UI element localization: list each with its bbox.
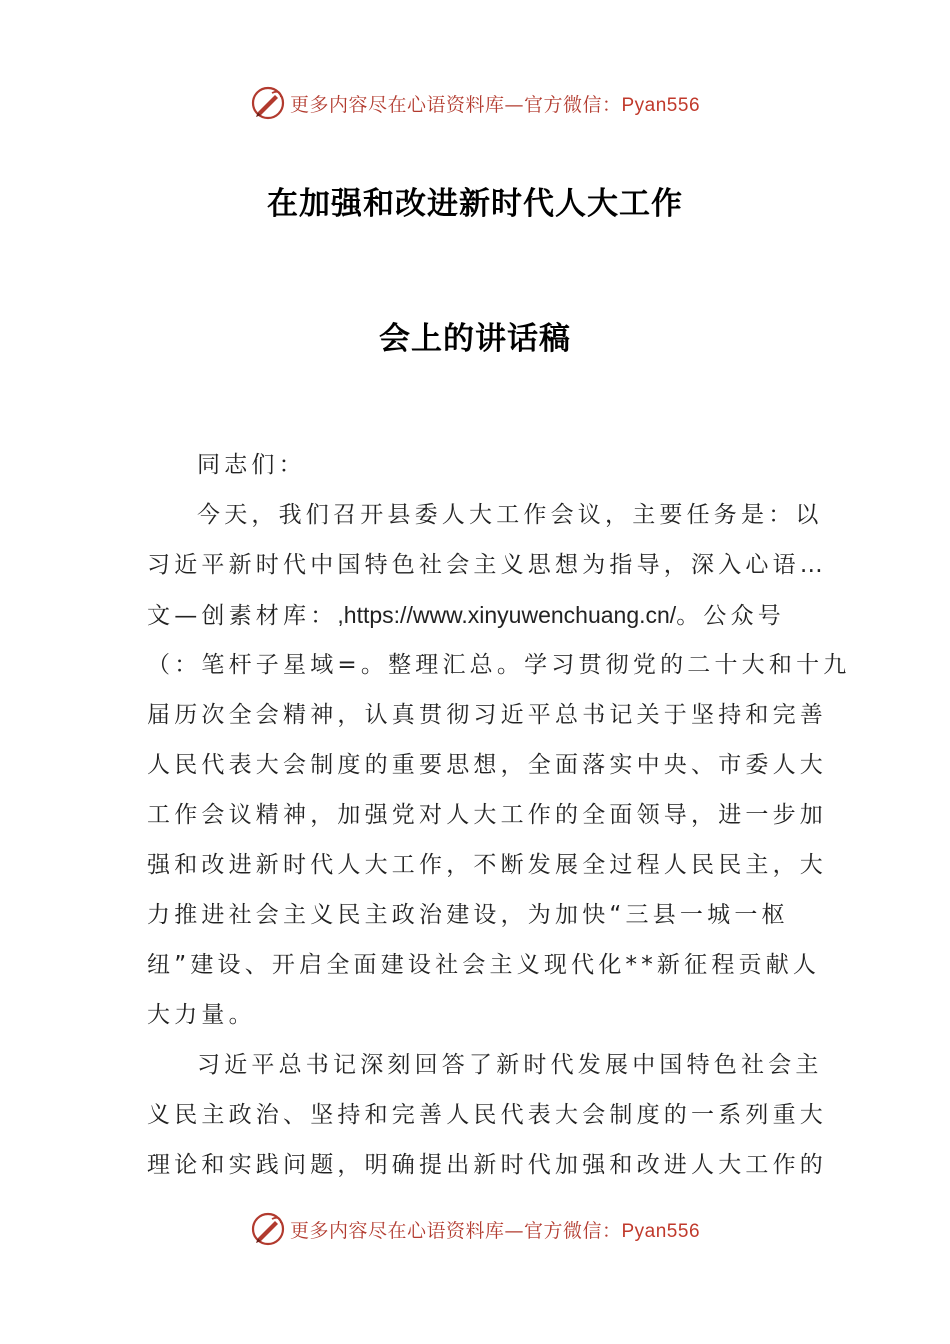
- body-line: 文—创素材库：,https://www.xinyuwenchuang.cn/。公众号: [147, 602, 786, 629]
- body-line: 力推进社会主义民主政治建设，为加快“三县一城一枢: [147, 902, 789, 928]
- source-url: ,https://www.xinyuwenchuang.cn/: [337, 602, 677, 628]
- body-line: 同志们：: [197, 452, 306, 478]
- body-line: 届历次全会精神，认真贯彻习近平总书记关于坚持和完善: [147, 702, 827, 728]
- header-banner: [0, 83, 950, 123]
- body-line: 人民代表大会制度的重要思想，全面落实中央、市委人大: [147, 752, 827, 778]
- footer-banner-text: 更多内容尽在心语资料库—官方微信：Pyan556: [289, 1219, 701, 1242]
- speech-body: [147, 440, 851, 1190]
- body-line: 习近平新时代中国特色社会主义思想为指导，深入心语…: [147, 552, 827, 578]
- body-line: 大力量。: [147, 1002, 256, 1028]
- footer-banner: [0, 1209, 950, 1249]
- body-line: 今天，我们召开县委人大工作会议，主要任务是：以: [197, 502, 823, 528]
- header-banner-text: 更多内容尽在心语资料库—官方微信：Pyan556: [289, 93, 701, 116]
- pen-logo-icon: [250, 85, 286, 121]
- body-line: （：笔杆子星域=。整理汇总。学习贯彻党的二十大和十九: [147, 652, 851, 678]
- body-line: 理论和实践问题，明确提出新时代加强和改进人大工作的: [147, 1152, 827, 1178]
- body-line: 工作会议精神，加强党对人大工作的全面领导，进一步加: [147, 802, 827, 828]
- page-title-line-2: 会上的讲话稿: [379, 321, 571, 357]
- body-line: 纽”建设、开启全面建设社会主义现代化**新征程贡献人: [147, 952, 821, 978]
- body-line: 习近平总书记深刻回答了新时代发展中国特色社会主: [197, 1052, 823, 1078]
- pen-logo-icon: [250, 1211, 286, 1247]
- body-line: 强和改进新时代人大工作，不断发展全过程人民民主，大: [147, 852, 827, 878]
- page-title-line-1: 在加强和改进新时代人大工作: [267, 186, 683, 222]
- body-line: 义民主政治、坚持和完善人民代表大会制度的一系列重大: [147, 1102, 827, 1128]
